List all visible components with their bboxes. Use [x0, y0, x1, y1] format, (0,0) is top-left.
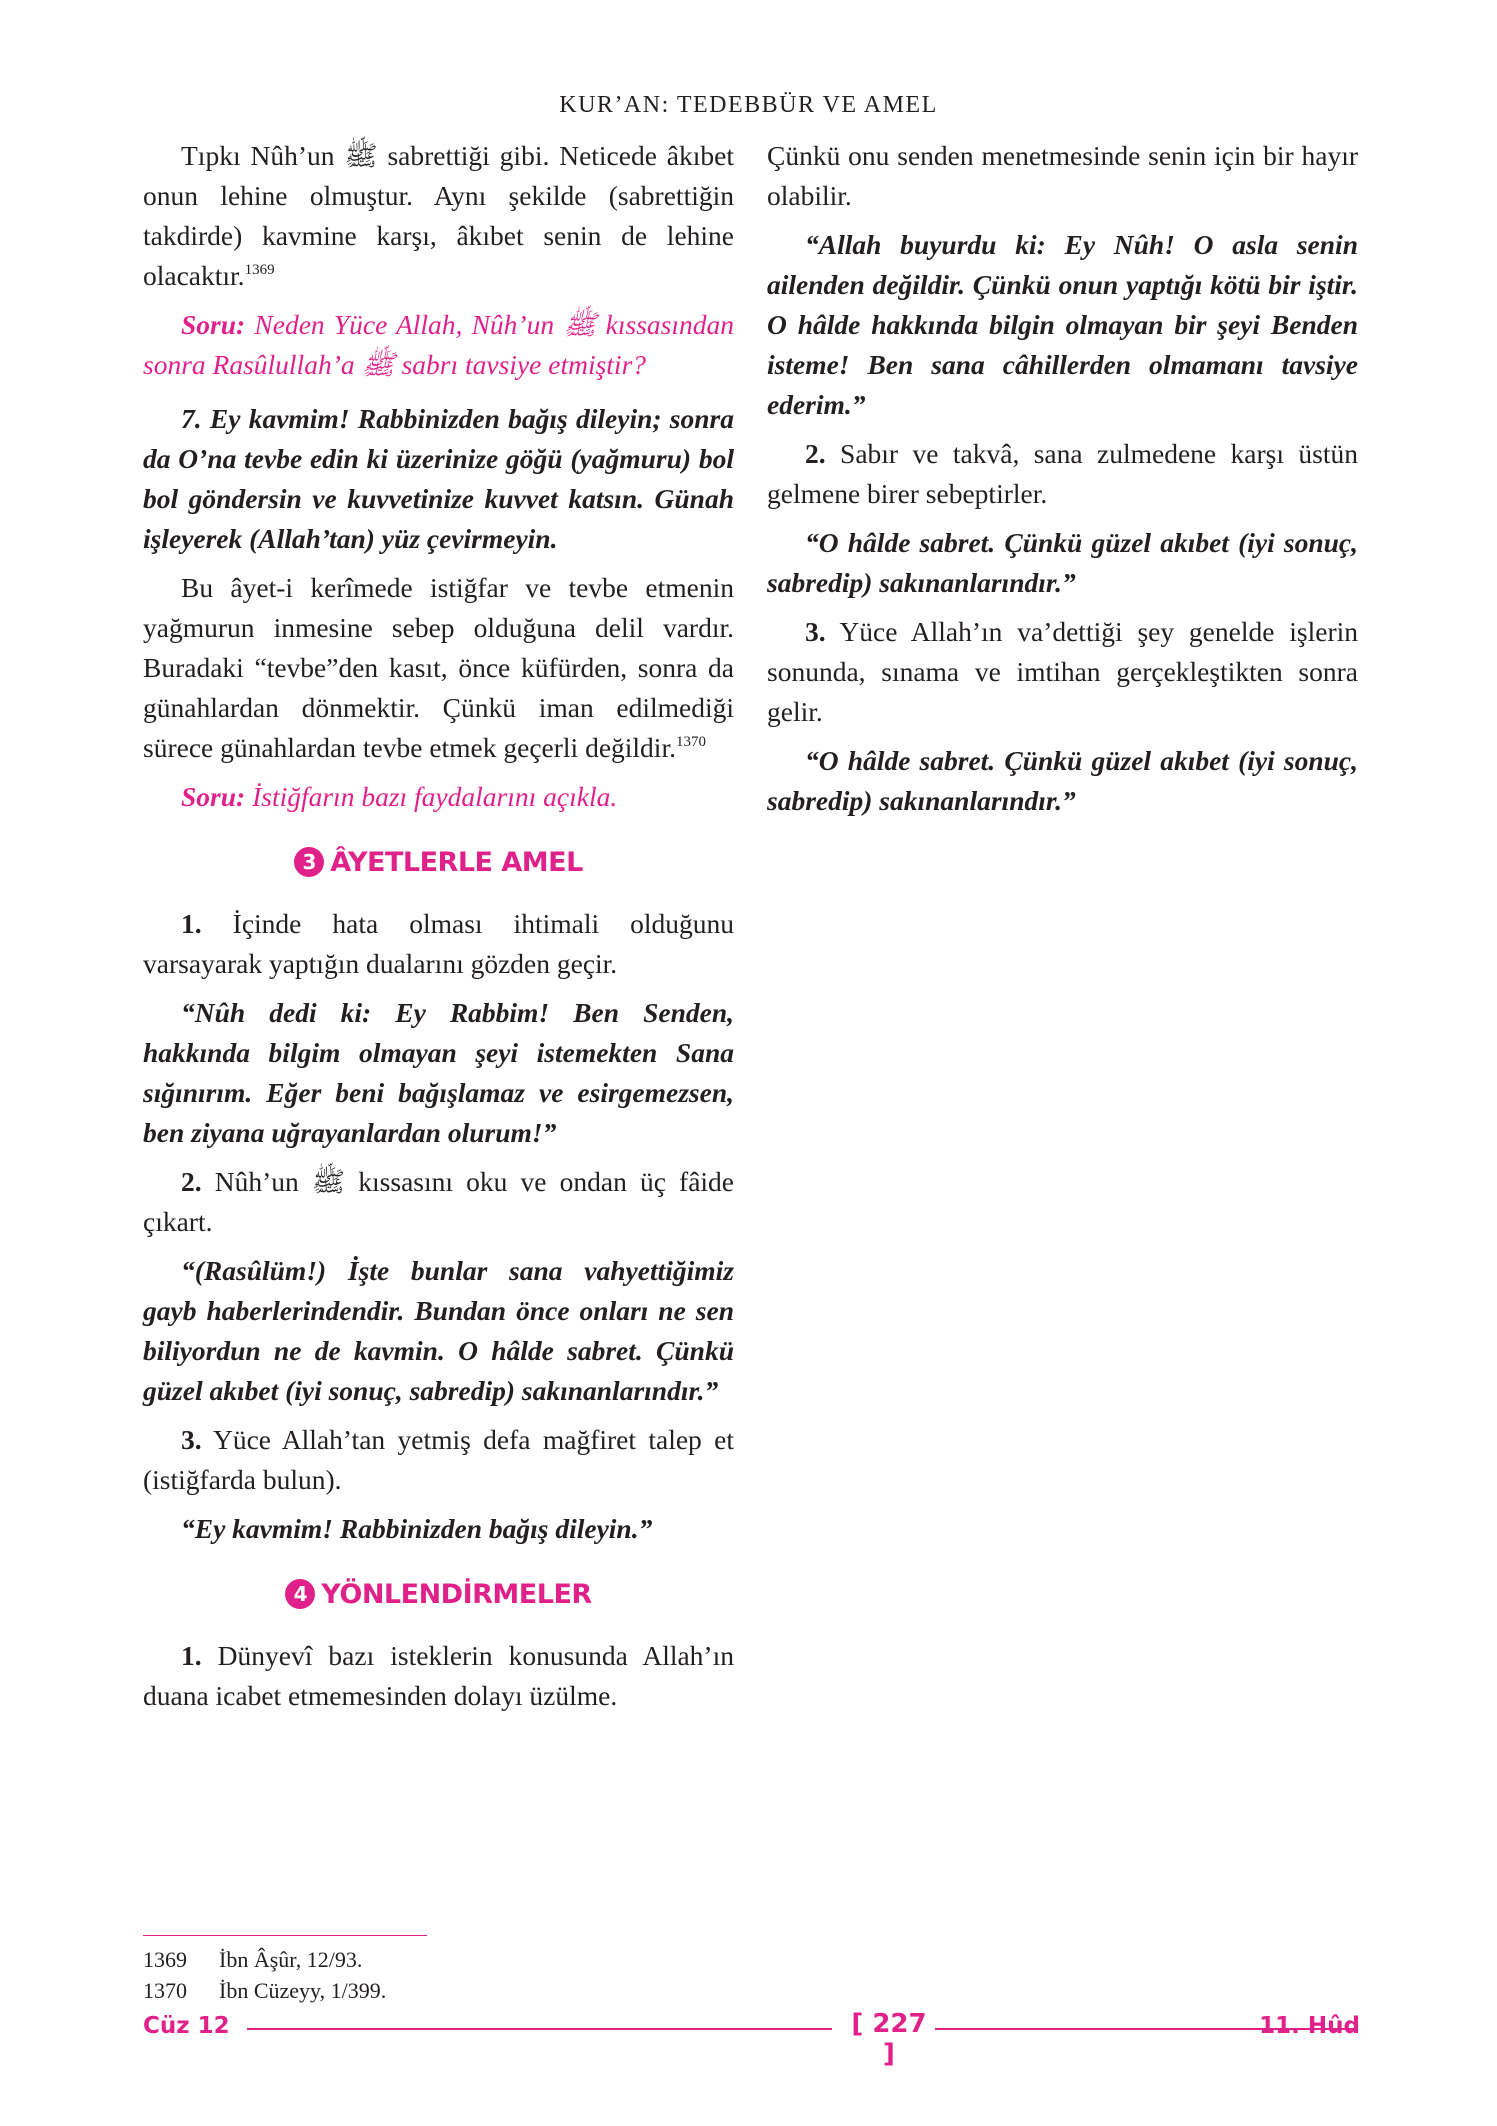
question-label: Soru:: [181, 309, 246, 340]
verse-7: 7. Ey kavmim! Rabbinizden bağış dileyin; sonra da O’na tevbe edin ki üzerinize göğü (yağmuru) bol bol göndersin ve kuvvetinize kuvvet katsın. Günah işleyerek (Allah’tan) yüz çevirmeyin.: [143, 403, 734, 554]
footnote-text: İbn Âşûr, 12/93.: [219, 1947, 363, 1972]
question-label: Soru:: [181, 781, 246, 812]
list-item: 1. İçinde hata olması ihtimali olduğunu varsayarak yaptığın dualarını gözden geçir.: [143, 908, 735, 979]
paragraph: Tıpkı Nûh’un ﷺ sabrettiği gibi. Neticede âkıbet onun lehine olmuştur. Aynı şekilde (sabrettiğin takdirde) kavmine karşı, âkıbet senin de lehine olacaktır.$^{1369}$: [143, 140, 734, 291]
footnote: [143, 1944, 386, 1975]
list-item: 1. Dünyevî bazı isteklerin konusunda Allah’ın duana icabet etmemesinden dolayı üzülme.: [143, 1640, 734, 1711]
section-heading-4: 4 YÖNLENDİRMELER: [143, 1579, 734, 1610]
question: Soru: İstiğfarın bazı faydalarını açıkla.: [181, 781, 618, 812]
quote: “(Rasûlüm!) İşte bunlar sana vahyettiğimiz gayb haberlerindendir. Bundan önce onları ne sen biliyordun ne de kavmin. O hâlde sabret. Çünkü güzel akıbet (iyi sonuç, sabredip) sakınanlarındır.”: [143, 1255, 734, 1406]
footnote-ref[interactable]: 1369: [244, 262, 275, 278]
footer-rule: [247, 2028, 832, 2030]
section-number-badge: 4: [285, 1579, 315, 1609]
footnote-ref[interactable]: 1370: [675, 734, 706, 750]
list-item: 2. Sabır ve takvâ, sana zulmedene karşı üstün gelmene birer sebeptirler.: [767, 438, 1358, 509]
quote: “Ey kavmim! Rabbinizden bağış dileyin.”: [181, 1513, 653, 1544]
footnotes: [143, 1944, 386, 2006]
list-item: 3. Yüce Allah’ın va’dettiği şey genelde işlerin sonunda, sınama ve imtihan gerçekleştikten sonra gelir.: [767, 616, 1358, 727]
quote: “Allah buyurdu ki: Ey Nûh! O asla senin ailenden değildir. Çünkü onun yaptığı kötü bir iştir. O hâlde hakkında bilgin olmayan bir şeyi Benden isteme! Ben sana câhillerden olmamanı tavsiye ederim.”: [767, 229, 1358, 420]
left-column: [143, 136, 734, 1725]
footnote-number: 1369: [143, 1947, 187, 1972]
question: Soru: Neden Yüce Allah, Nûh’un ﷺ kıssasından sonra Rasûlullah’a ﷺ sabrı tavsiye etmiştir?: [143, 309, 735, 380]
right-column: [767, 136, 1358, 830]
surah-label: 11. Hûd: [1259, 2013, 1360, 2039]
footnote-text: İbn Cüzeyy, 1/399.: [219, 1978, 387, 2003]
list-item: 2. Nûh’un ﷺ kıssasını oku ve ondan üç fâide çıkart.: [143, 1166, 735, 1237]
section-number-badge: 3: [294, 847, 324, 877]
quote: “O hâlde sabret. Çünkü güzel akıbet (iyi sonuç, sabredip) sakınanlarındır.”: [767, 527, 1358, 598]
quote: “O hâlde sabret. Çünkü güzel akıbet (iyi sonuç, sabredip) sakınanlarındır.”: [767, 745, 1358, 816]
list-item: 3. Yüce Allah’tan yetmiş defa mağfiret talep et (istiğfarda bulun).: [143, 1424, 734, 1495]
section-heading-3: 3 ÂYETLERLE AMEL: [143, 847, 734, 878]
page-number: [ 227 ]: [851, 2009, 927, 2069]
footnote: [143, 1975, 386, 2006]
footnote-number: 1370: [143, 1978, 187, 2003]
quote: “Nûh dedi ki: Ey Rabbim! Ben Senden, hakkında bilgim olmayan şeyi istemekten Sana sığınırım. Eğer beni bağışlamaz ve esirgemezsen, ben ziyana uğrayanlardan olurum!”: [143, 997, 734, 1148]
juz-label: Cüz 12: [143, 2013, 230, 2039]
page-footer: [143, 2009, 1360, 2069]
running-head: KUR’AN: TEDEBBÜR VE AMEL: [559, 92, 938, 118]
footnote-divider: [143, 1935, 427, 1936]
paragraph: Bu âyet-i kerîmede istiğfar ve tevbe etmenin yağmurun inmesine sebep olduğuna delil vardır. Buradaki “tevbe”den kasıt, önce küfürden, sonra da günahlardan dönmektir. Çünkü iman edilmediği sürece günahlardan tevbe etmek geçerli değildir.$^{1370}$: [143, 572, 734, 763]
paragraph: Çünkü onu senden menetmesinde senin için bir hayır olabilir.: [767, 140, 1358, 211]
